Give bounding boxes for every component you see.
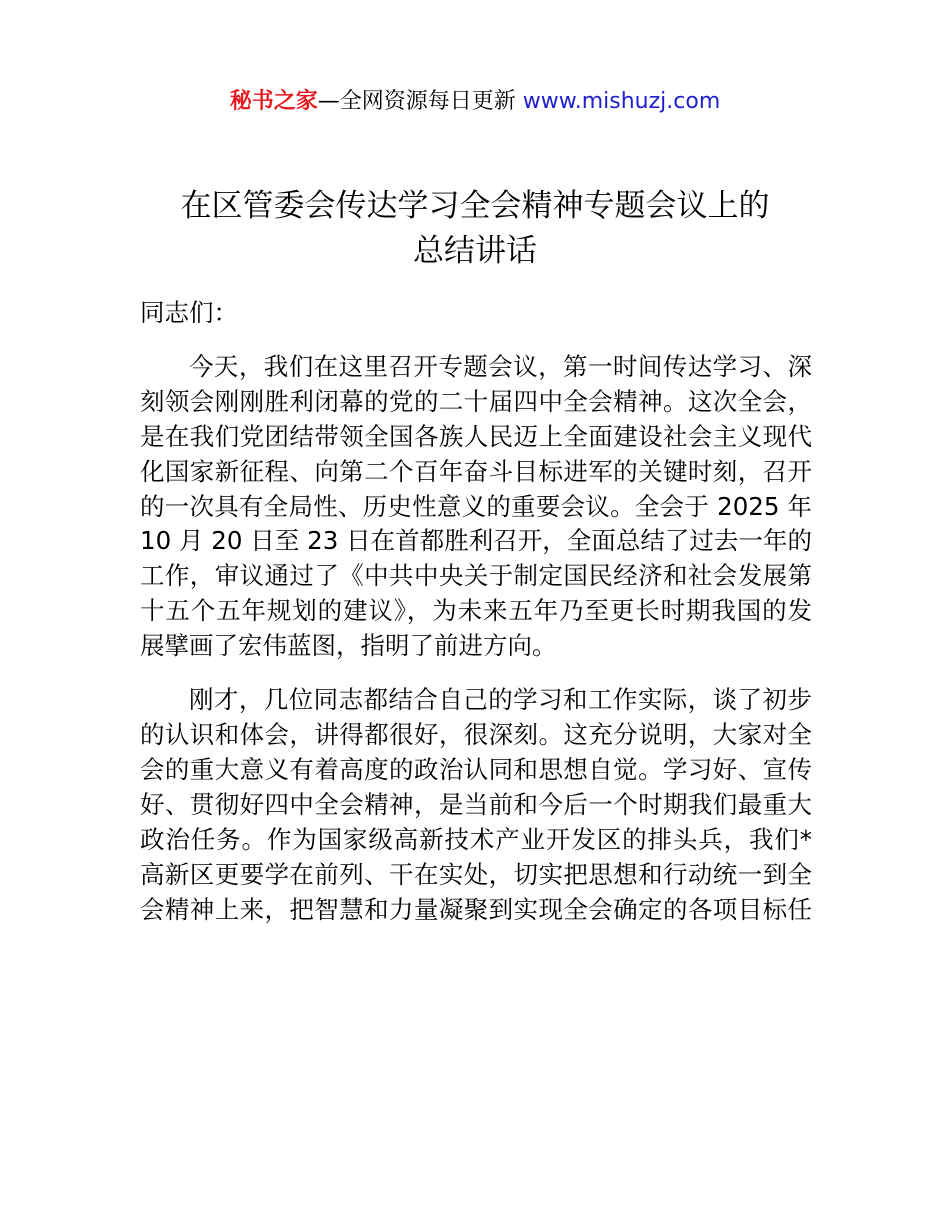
paragraph-line: 化国家新征程、向第二个百年奋斗目标进军的关键时刻，召开 — [140, 456, 812, 486]
paragraph-line: 是在我们党团结带领全国各族人民迈上全面建设社会主义现代 — [140, 421, 812, 451]
paragraph-line: 会精神上来，把智慧和力量凝聚到实现全会确定的各项目标任 — [140, 894, 812, 924]
paragraph-line: 高新区更要学在前列、干在实处，切实把思想和行动统一到全 — [140, 859, 812, 889]
paragraph-line: 的认识和体会，讲得都很好，很深刻。这充分说明，大家对全 — [140, 719, 812, 749]
header-slogan: —全网资源每日更新 — [317, 89, 516, 114]
document-body — [140, 296, 812, 946]
paragraph-line: 十五个五年规划的建议》，为未来五年乃至更长时期我国的发 — [140, 596, 812, 626]
paragraph-line: 刻领会刚刚胜利闭幕的党的二十届四中全会精神。这次全会， — [140, 386, 812, 416]
paragraph-line: 今天，我们在这里召开专题会议，第一时间传达学习、深 — [189, 351, 812, 381]
site-header — [0, 86, 950, 118]
document-title — [0, 184, 950, 274]
paragraph-line: 会的重大意义有着高度的政治认同和思想自觉。学习好、宣传 — [140, 754, 812, 784]
paragraph-line: 工作，审议通过了《中共中央关于制定国民经济和社会发展第 — [140, 561, 812, 591]
title-line-2: 总结讲话 — [413, 233, 537, 269]
paragraph-line: 展擘画了宏伟蓝图，指明了前进方向。 — [140, 631, 557, 661]
paragraph-line: 政治任务。作为国家级高新技术产业开发区的排头兵，我们* — [140, 824, 812, 854]
site-url-link[interactable]: www.mishuzj.com — [522, 89, 721, 114]
salutation: 同志们： — [140, 298, 238, 327]
paragraph-1 — [140, 350, 812, 664]
paragraph-line: 刚才，几位同志都结合自己的学习和工作实际，谈了初步 — [189, 685, 812, 715]
brand-name: 秘书之家 — [229, 89, 318, 114]
title-line-1: 在区管委会传达学习全会精神专题会议上的 — [180, 188, 770, 224]
paragraph-line: 的一次具有全局性、历史性意义的重要会议。全会于 2025 年 — [140, 491, 812, 521]
paragraph-line: 好、贯彻好四中全会精神，是当前和今后一个时期我们最重大 — [140, 789, 812, 819]
paragraph-2 — [140, 683, 812, 927]
paragraph-line: 10 月 20 日至 23 日在首都胜利召开，全面总结了过去一年的 — [140, 526, 812, 556]
